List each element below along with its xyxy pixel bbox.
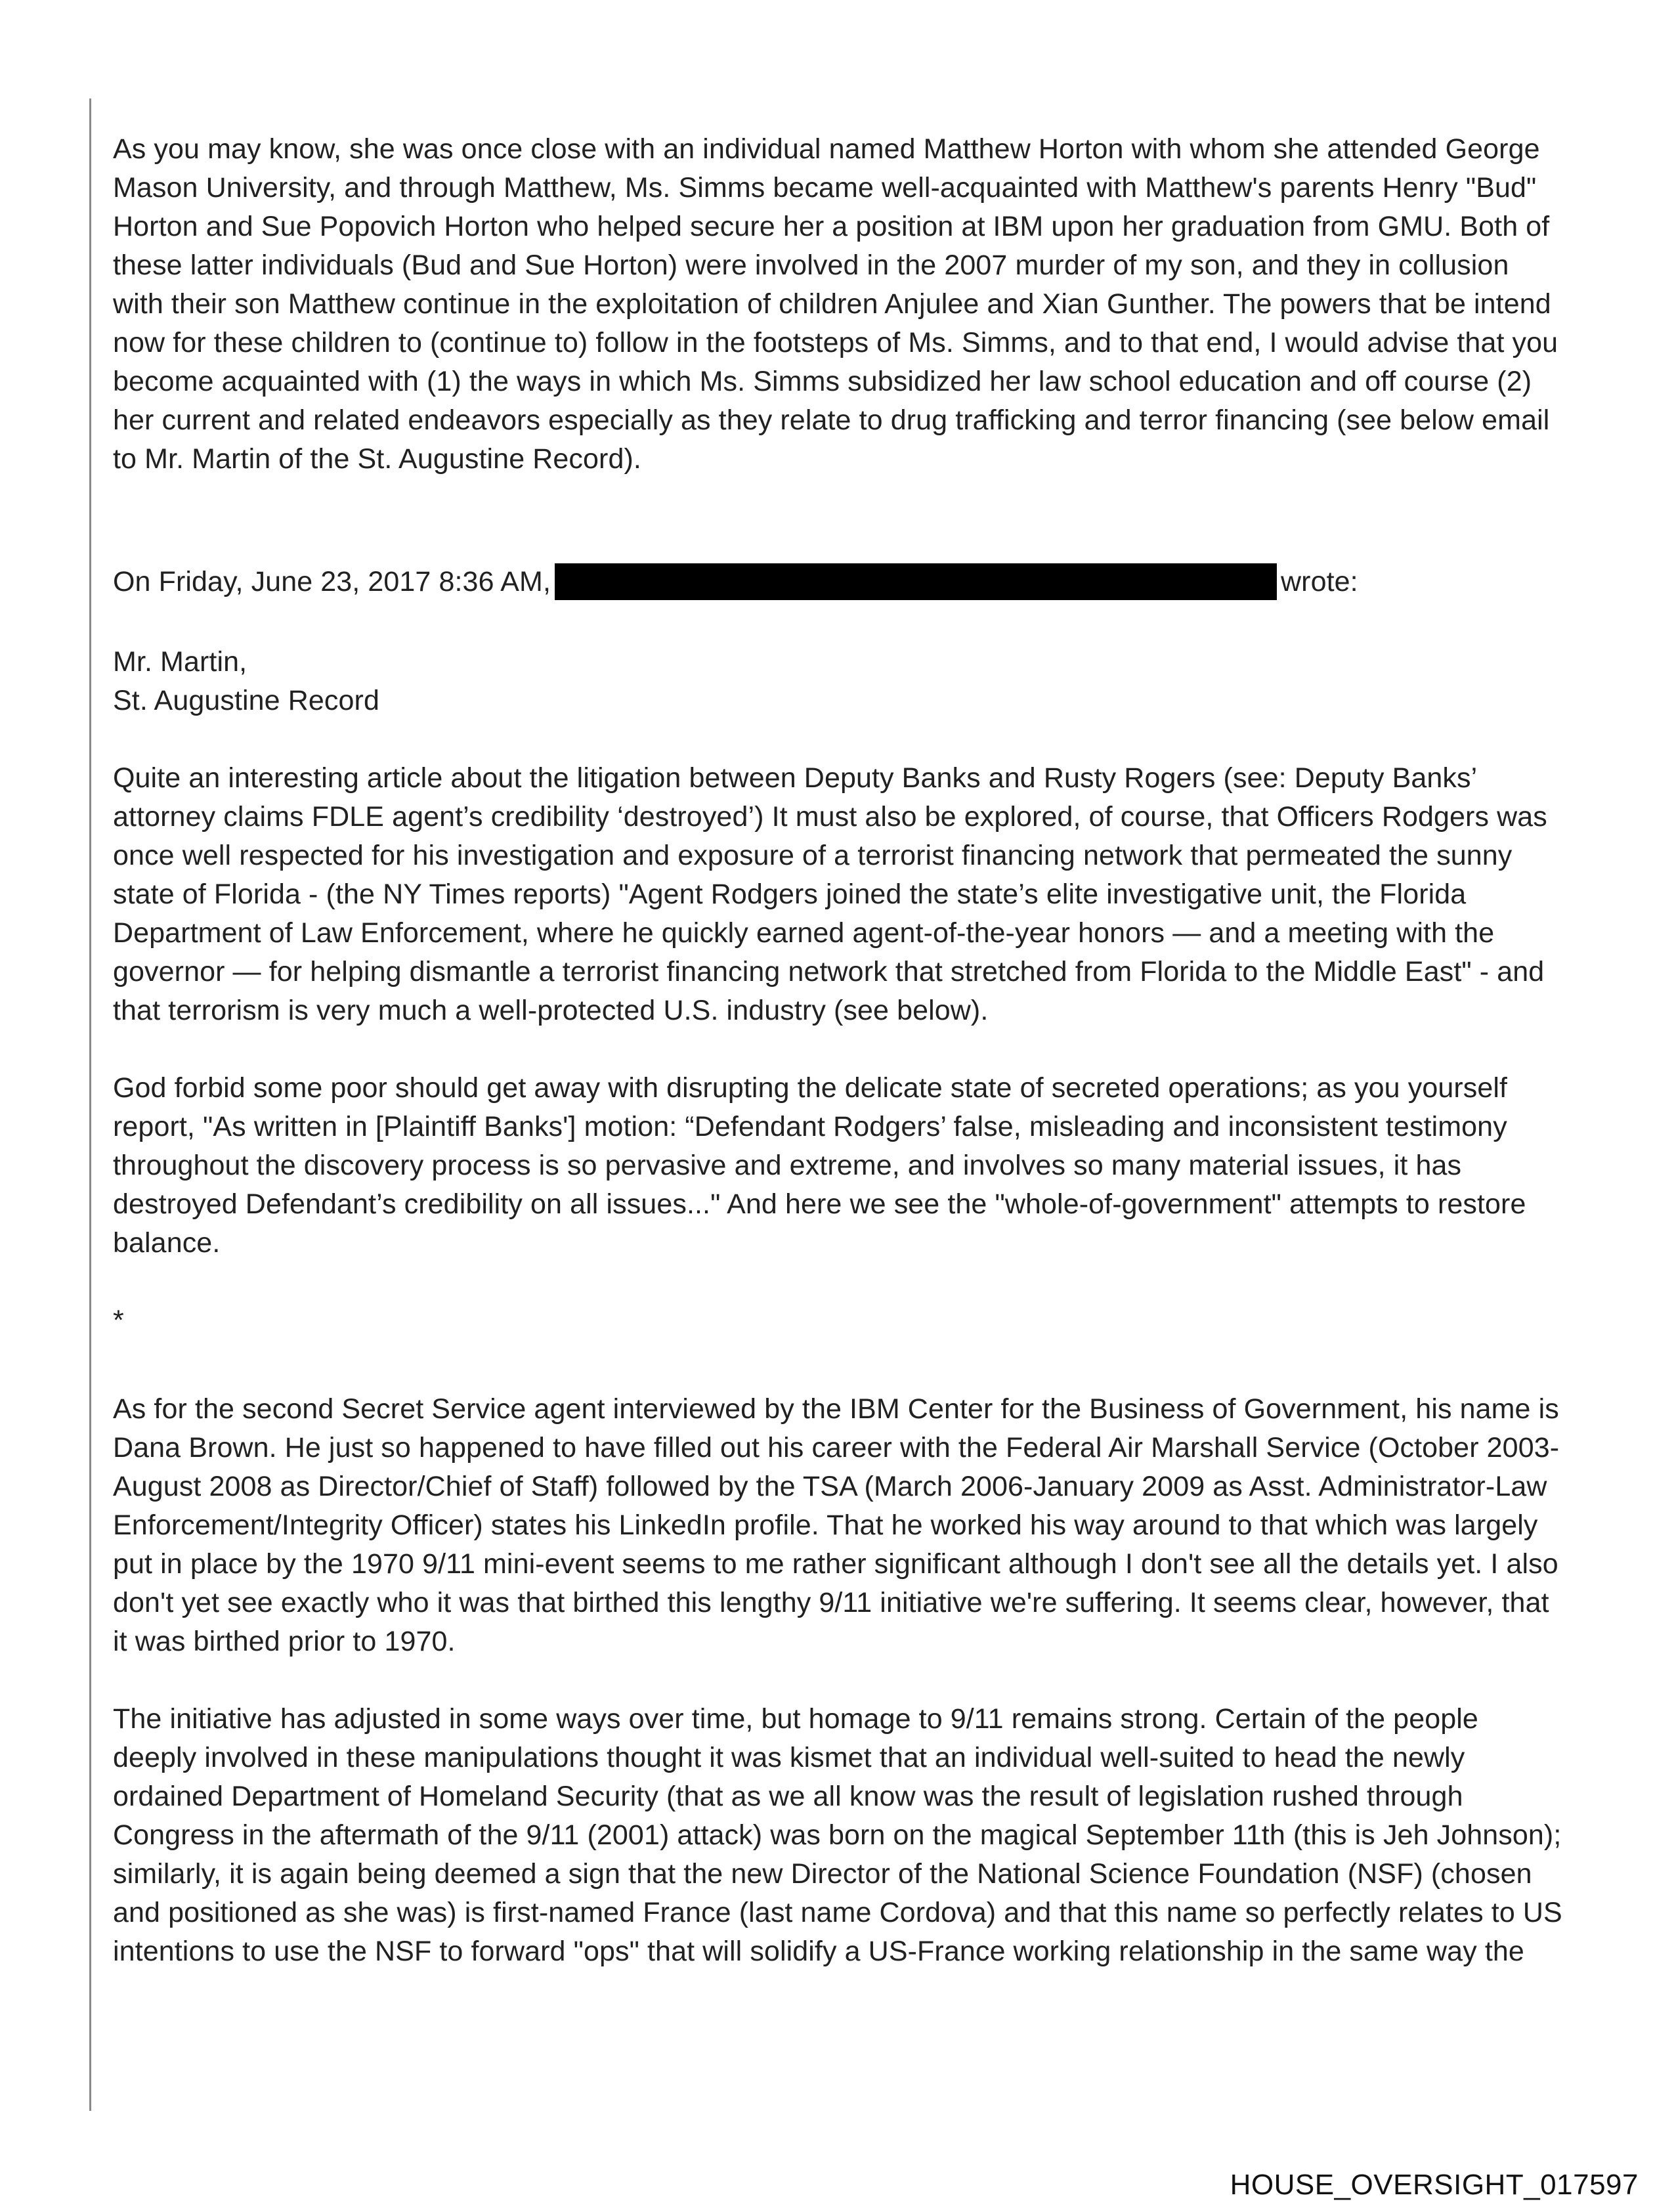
paragraph-article: Quite an interesting article about the litigation between Deputy Banks and Rusty Rogers (see: Deputy Banks’ attorney claims FDLE agent’s credibility ‘destroyed’) It must also be explored, of course, that Officers Rodgers was once well respected for his investigation and exposure of a terrorist financing network that permeated the sunny state of Florida - (the NY Times reports) "Agent Rodgers joined the state’s elite investigative unit, the Florida Department of Law Enforcement, where he quickly earned agent-of-the-year honors — and a meeting with the governor — for helping dismantle a terrorist financing network that stretched from Florida to the Middle East" - and that terrorism is very much a well-protected U.S. industry (see below). (113, 762, 1547, 1026)
quoted-email-header (113, 563, 1567, 604)
paragraph-secret-service: As for the second Secret Service agent interviewed by the IBM Center for the Business of Government, his name is Dana Brown. He just so happened to have filled out his career with the Federal Air Marshall Service (October 2003-August 2008 as Director/Chief of Staff) followed by the TSA (March 2006-January 2009 as Asst. Administrator-Law Enforcement/Integrity Officer) states his LinkedIn profile. That he worked his way around to that which was largely put in place by the 1970 9/11 mini-event seems to me rather significant although I don't see all the details yet. I also don't yet see exactly who it was that birthed this lengthy 9/11 initiative we're suffering. It seems clear, however, that it was birthed prior to 1970. (113, 1393, 1560, 1657)
paragraph-god-forbid: God forbid some poor should get away with disrupting the delicate state of secreted operations; as you yourself report, "As written in [Plaintiff Banks'] motion: “Defendant Rodgers’ false, misleading and inconsistent testimony throughout the discovery process is so pervasive and extreme, and involves so many material issues, it has destroyed Defendant’s credibility on all issues..." And here we see the "whole-of-government" attempts to restore balance. (113, 1072, 1526, 1259)
paragraph-intro: As you may know, she was once close with an individual named Matthew Horton with whom she attended George Mason University, and through Matthew, Ms. Simms became well-acquainted with Matthew's parents Henry "Bud" Horton and Sue Popovich Horton who helped secure her a position at IBM upon her graduation from GMU. Both of these latter individuals (Bud and Sue Horton) were involved in the 2007 murder of my son, and they in collusion with their son Matthew continue in the exploitation of children Anjulee and Xian Gunther. The powers that be intend now for these children to (continue to) follow in the footsteps of Ms. Simms, and to that end, I would advise that you become acquainted with (1) the ways in which Ms. Simms subsidized her law school education and off course (2) her current and related endeavors especially as they relate to drug trafficking and terror financing (see below email to Mr. Martin of the St. Augustine Record). (113, 133, 1558, 475)
email-quote-bar (89, 98, 91, 2111)
salutation-line-2: St. Augustine Record (113, 684, 379, 716)
salutation-line-1: Mr. Martin, (113, 645, 247, 678)
quote-header-prefix: On Friday, June 23, 2017 8:36 AM, (113, 566, 551, 597)
salutation (113, 643, 1567, 720)
bates-stamp: HOUSE_OVERSIGHT_017597 (1230, 2169, 1639, 2201)
email-body (113, 130, 1567, 2010)
redaction-bar (555, 563, 1277, 600)
paragraph-initiative: The initiative has adjusted in some ways over time, but homage to 9/11 remains strong. Certain of the people deeply involved in these manipulations thought it was kismet that an individual well-suited to head the newly ordained Department of Homeland Security (that as we all know was the result of legislation rushed through Congress in the aftermath of the 9/11 (2001) attack) was born on the magical September 11th (this is Jeh Johnson); similarly, it is again being deemed a sign that the new Director of the National Science Foundation (NSF) (chosen and positioned as she was) is first-named France (last name Cordova) and that this name so perfectly relates to US intentions to use the NSF to forward "ops" that will solidify a US-France working relationship in the same way the (113, 1702, 1562, 1967)
asterisk-separator: * (113, 1304, 124, 1336)
quote-header-suffix: wrote: (1281, 566, 1358, 597)
